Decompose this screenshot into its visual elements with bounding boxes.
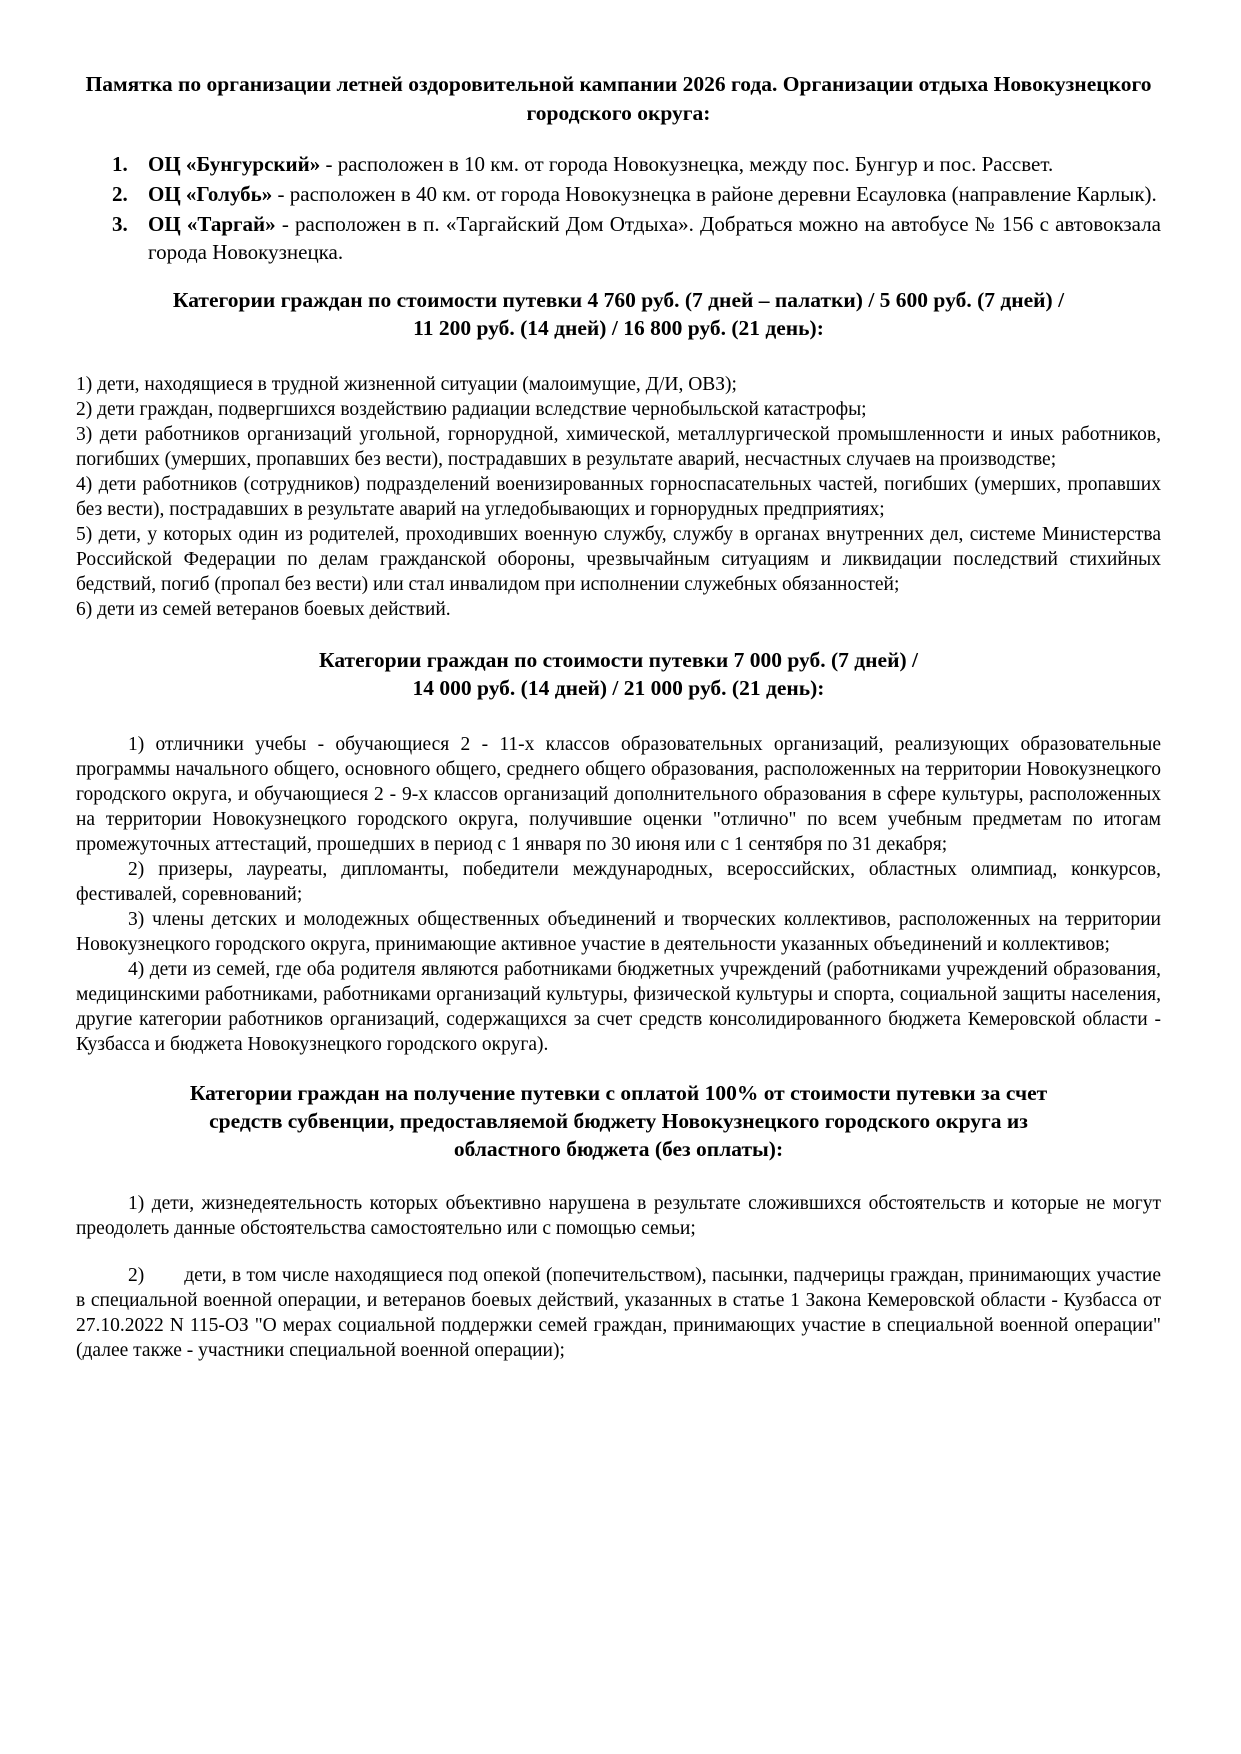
camp-description: - расположен в п. «Таргайский Дом Отдыха». Добраться можно на автобусе № 156 с автовокзала города Новокузнецка. [148,212,1161,264]
list-item: 4) дети из семей, где оба родителя являются работниками бюджетных учреждений (работниками учреждений образования, медицинскими работниками, работниками организаций культуры, физической культуры и спорта, социальной защиты населения, другие категории работников организаций, содержащихся за счет средств консолидированного бюджета Кемеровской области - Кузбасса и бюджета Новокузнецкого городского округа). [76,959,1161,1055]
section-2-heading-line-1: Категории граждан по стоимости путевки 7 000 руб. (7 дней) / [319,648,918,672]
list-item: 6) дети из семей ветеранов боевых действий. [76,599,451,620]
list-item: 4) дети работников (сотрудников) подразделений военизированных горноспасательных частей, погибших (умерших, пропавших без вести), пострадавших в результате аварий на угледобывающих и горнорудных предприятиях; [76,474,1161,520]
camp-item-golub [76,180,1161,208]
list-item: 2) дети граждан, подвергшихся воздействию радиации вследствие чернобыльской катастрофы; [76,399,867,420]
camp-number: 3. [112,212,128,236]
camp-description: - расположен в 40 км. от города Новокузнецка в районе деревни Есауловка (направление Карлык). [272,182,1157,206]
section-2-heading-line-2: 14 000 руб. (14 дней) / 21 000 руб. (21 день): [412,676,825,700]
section-3-heading-line-2: средств субвенции, предоставляемой бюджету Новокузнецкого городского округа из [209,1109,1028,1133]
list-item: 3) члены детских и молодежных общественных объединений и творческих коллективов, расположенных на территории Новокузнецкого городского округа, принимающие активное участие в деятельности указанных объединений и коллективов; [76,909,1161,955]
list-item: 5) дети, у которых один из родителей, проходивших военную службу, службу в органах внутренних дел, системе Министерства Российской Федерации по делам гражданской обороны, чрезвычайным ситуациям и ликвидации последствий стихийных бедствий, погиб (пропал без вести) или стал инвалидом при исполнении служебных обязанностей; [76,524,1161,595]
camp-number: 2. [112,182,128,206]
section-1-heading-line-1: Категории граждан по стоимости путевки 4 760 руб. (7 дней – палатки) / 5 600 руб. (7 дней) / [172,288,1065,312]
camp-name: ОЦ «Голубь» [148,182,273,206]
list-item-text: дети, в том числе находящиеся под опекой (попечительством), пасынки, падчерицы граждан, принимающих участие в специальной военной операции, и ветеранов боевых действий, указанных в статье 1 Закона Кемеровской области - Кузбасса от 27.10.2022 N 115-ОЗ "О мерах социальной поддержки семей граждан, принимающих участие в специальной военной операции" (далее также - участники специальной военной операции); [76,1265,1161,1361]
camp-item-bungursky [76,150,1161,178]
list-item: 2) призеры, лауреаты, дипломанты, победители международных, всероссийских, областных олимпиад, конкурсов, фестивалей, соревнований; [76,859,1161,905]
section-2-heading [76,646,1161,702]
list-item-number: 2) [128,1265,145,1286]
section-1-heading [76,286,1161,342]
section-3-heading [76,1079,1161,1163]
list-item: 1) отличники учебы - обучающиеся 2 - 11-х классов образовательных организаций, реализующих образовательные программы начального общего, основного общего, среднего общего образования, расположенных на территории Новокузнецкого городского округа, и обучающиеся 2 - 9-х классов организаций дополнительного образования в сфере культуры, расположенных на территории Новокузнецкого городского округа, получившие оценки "отлично" по всем учебным предметам по итогам промежуточных аттестаций, прошедших в период с 1 января по 30 июня или с 1 сентября по 31 декабря; [76,734,1161,855]
camp-list [76,150,1161,266]
list-item: 1) дети, жизнедеятельность которых объективно нарушена в результате сложившихся обстоятельств и которые не могут преодолеть данные обстоятельства самостоятельно или с помощью семьи; [76,1193,1161,1239]
list-item: 1) дети, находящиеся в трудной жизненной ситуации (малоимущие, Д/И, ОВЗ); [76,374,737,395]
section-2-list [76,732,1161,1057]
document-title: Памятка по организации летней оздоровительной кампании 2026 года. Организации отдыха Новокузнецкого городского округа: [85,72,1152,125]
camp-item-targay [76,210,1161,266]
camp-description: - расположен в 10 км. от города Новокузнецка, между пос. Бунгур и пос. Рассвет. [320,152,1054,176]
section-3-list [76,1191,1161,1363]
document-page [76,70,1161,1385]
section-3-heading-line-3: областного бюджета (без оплаты): [453,1137,784,1161]
camp-name: ОЦ «Бунгурский» [148,152,321,176]
camp-number: 1. [112,152,128,176]
camp-name: ОЦ «Таргай» [148,212,276,236]
section-1-heading-line-2: 11 200 руб. (14 дней) / 16 800 руб. (21 день): [413,316,824,340]
section-1-list [76,372,1161,622]
section-3-heading-line-1: Категории граждан на получение путевки с оплатой 100% от стоимости путевки за счет [189,1081,1048,1105]
list-item: 3) дети работников организаций угольной, горнорудной, химической, металлургической промышленности и иных работников, погибших (умерших, пропавших без вести), пострадавших в результате аварий, несчастных случаев на производстве; [76,424,1161,470]
list-item [76,1263,1161,1363]
